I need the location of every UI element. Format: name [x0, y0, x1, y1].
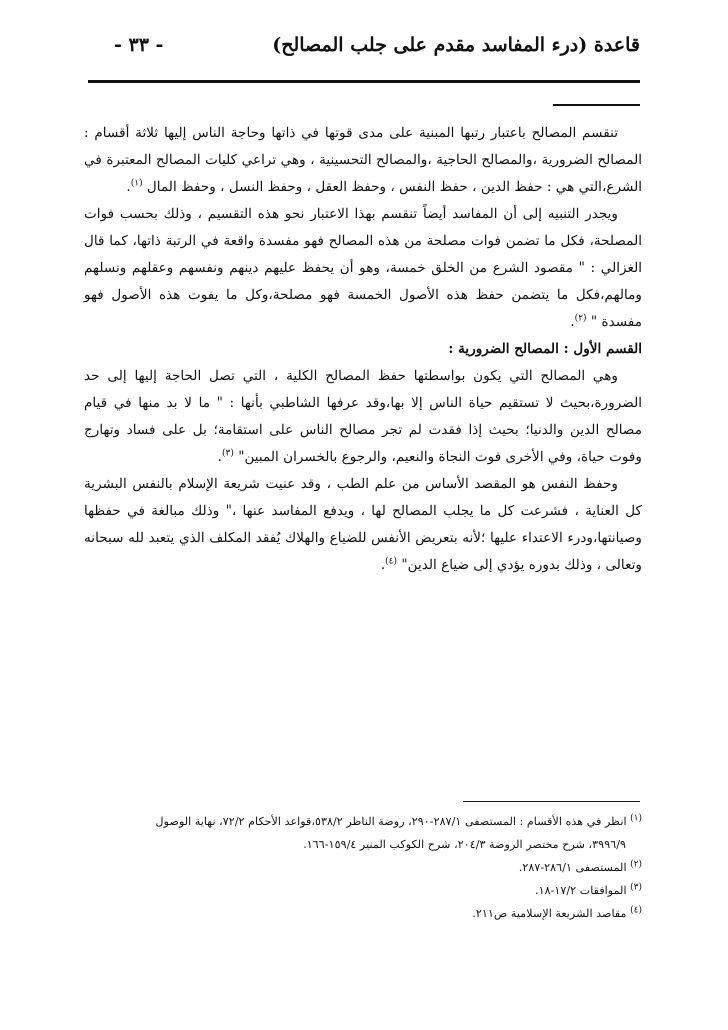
paragraph: وهي المصالح التي يكون بواسطتها حفظ المصالح الكلية ، التي تصل الحاجة إليها إلى حد الضرورة،بحيث لا تستقيم حياة الناس إلا بها،وقد عرفها الشاطبي بأنها : " ما لا بد منها في قيام مصالح الدين والدنيا؛ بحيث إذا فقدت لم تجر مصالح الناس على استقامة؛ بل على فساد وتهارج وفوت حياة، وفي الأخرى فوت النجاة والنعيم، والرجوع بالخسران المبين" $^{(٣)}$.	[84, 368, 642, 465]
page-number: - ٣٣ -	[114, 34, 164, 56]
footnote-ref: (٢)	[574, 313, 587, 324]
paragraph: وحفظ النفس هو المقصد الأساس من علم الطب ، وقد عنيت شريعة الإسلام بالنفس البشرية كل العناية ، فشرعت كل ما يجلب المصالح لها ، ويدفع المفاسد عنها ،" وذلك مبالغة في حفظها وصيانتها،ودرء الاعتداء عليها ؛لأنه بتعريض الأنفس للضياع والهلاك يُفقد المكلف الذي يتعبد لله سبحانه وتعالى ، وذلك بدوره يؤدي إلى ضياع الدين" $^{(٤)}$.	[84, 476, 642, 573]
footnote	[84, 879, 642, 902]
section-heading: القسم الأول : المصالح الضرورية :	[448, 341, 642, 357]
paragraph-text: وحفظ النفس هو المقصد الأساس من علم الطب ، وقد عنيت شريعة الإسلام بالنفس البشرية كل العناية ، فشرعت كل ما يجلب المصالح لها ، ويدفع المفاسد عنها ،" وذلك مبالغة في حفظها وصيانتها،ودرء الاعتداء عليها ؛لأنه بتعريض الأنفس للضياع والهلاك يُفقد المكلف الذي يتعبد لله سبحانه وتعالى ، وذلك بدوره يؤدي إلى ضياع الدين"	[84, 476, 642, 573]
footnote-rule	[463, 801, 640, 802]
footnote-ref: (٤)	[385, 556, 398, 567]
footnote	[84, 810, 642, 833]
footnote-text: مقاصد الشريعة الإسلامية ص٢١١.	[472, 907, 627, 920]
header-title: قاعدة (درء المفاسد مقدم على جلب المصالح)	[272, 34, 640, 56]
main-text	[84, 120, 642, 579]
footnote-number: (٢)	[630, 859, 642, 870]
footnote	[84, 856, 642, 879]
footnote-text: انظر في هذه الأقسام : المستصفى ٢٨٧/١-٢٩٠، روضة الناظر ٥٣٨/٢،قواعد الأحكام ٧٢/٢، نهاية الوصول	[155, 815, 627, 828]
footnote-continuation: ٣٩٩٦/٩، شرح مختصر الروضة ٢٠٤/٣، شرح الكوكب المنير ١٥٩/٤-١٦٦.	[303, 838, 626, 851]
page-header	[88, 26, 640, 66]
section-rule	[553, 104, 640, 106]
footnote-number: (٣)	[630, 882, 642, 893]
footnote-ref: (١)	[130, 178, 143, 189]
paragraph-text: وهي المصالح التي يكون بواسطتها حفظ المصالح الكلية ، التي تصل الحاجة إليها إلى حد الضرورة،بحيث لا تستقيم حياة الناس إلا بها،وقد عرفها الشاطبي بأنها : " ما لا بد منها في قيام مصالح الدين والدنيا؛ بحيث إذا فقدت لم تجر مصالح الناس على استقامة؛ بل على فساد وتهارج وفوت حياة، وفي الأخرى فوت النجاة والنعيم، والرجوع بالخسران المبين"	[84, 368, 642, 465]
footnotes	[84, 810, 642, 925]
header-rule	[88, 80, 640, 83]
paragraph-text: ويجدر التنبيه إلى أن المفاسد أيضاً تنقسم بهذا الاعتبار نحو هذه التقسيم ، وذلك بحسب فوات المصلحة، فكل ما تضمن فوات مصلحة من هذه المصالح فهو مفسدة واقعة في الرتبة ذاتها، كما قال الغزالي : " مقصود الشرع من الخلق خمسة، وهو أن يحفظ عليهم دينهم ونفسهم وعقلهم ونسلهم ومالهم،فكل ما يتضمن حفظ هذه الأصول الخمسة فهو مصلحة،وكل ما يفوت هذه الأصول فهو مفسدة "	[84, 206, 642, 330]
footnote	[84, 902, 642, 925]
paragraph: تنقسم المصالح باعتبار رتبها المبنية على مدى قوتها في ذاتها وحاجة الناس إليها ثلاثة أقسام : المصالح الضرورية ،والمصالح الحاجية ،والمصالح التحسينية ، وهي تراعي كليات المصالح المعتبرة في الشرع،التي هي : حفظ الدين ، حفظ النفس ، وحفظ العقل ، وحفظ النسل ، وحفظ المال $^{(١)}$.	[84, 125, 642, 195]
footnote-text: المستصفى ٢٨٦/١-٢٨٧.	[518, 861, 627, 874]
footnote-ref: (٣)	[222, 448, 234, 459]
paragraph: ويجدر التنبيه إلى أن المفاسد أيضاً تنقسم بهذا الاعتبار نحو هذه التقسيم ، وذلك بحسب فوات المصلحة، فكل ما تضمن فوات مصلحة من هذه المصالح فهو مفسدة واقعة في الرتبة ذاتها، كما قال الغزالي : " مقصود الشرع من الخلق خمسة، وهو أن يحفظ عليهم دينهم ونفسهم وعقلهم ونسلهم ومالهم،فكل ما يتضمن حفظ هذه الأصول الخمسة فهو مصلحة،وكل ما يفوت هذه الأصول فهو مفسدة " $^{(٢)}$.	[84, 206, 642, 330]
paragraph-text: تنقسم المصالح باعتبار رتبها المبنية على مدى قوتها في ذاتها وحاجة الناس إليها ثلاثة أقسام : المصالح الضرورية ،والمصالح الحاجية ،والمصالح التحسينية ، وهي تراعي كليات المصالح المعتبرة في الشرع،التي هي : حفظ الدين ، حفظ النفس ، وحفظ العقل ، وحفظ النسل ، وحفظ المال	[84, 125, 642, 195]
footnote-number: (٤)	[630, 905, 642, 916]
footnote-text: الموافقات ١٧/٢-١٨.	[535, 884, 627, 897]
footnote-number: (١)	[630, 813, 642, 824]
